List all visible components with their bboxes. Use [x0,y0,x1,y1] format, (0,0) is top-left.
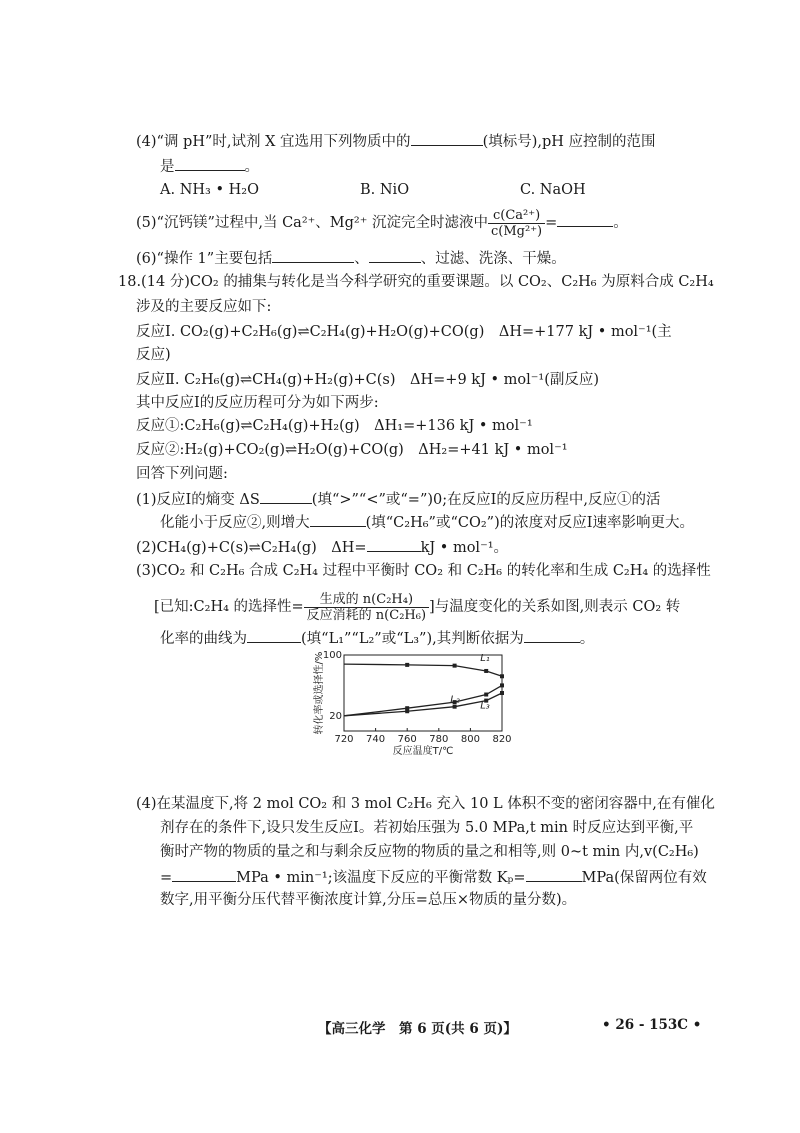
part-3-text: [已知:C₂H₄ 的选择性= [154,599,304,615]
series-label: L₃ [480,700,490,712]
answer-blank[interactable] [247,627,301,643]
q6-text: (6)“操作 1”主要包括 [136,251,273,267]
fraction-denominator: c(Mg²⁺) [491,223,543,239]
answer-blank[interactable] [524,627,580,643]
q4-text: 是 [160,159,175,175]
q18-intro-1: 18.(14 分)CO₂ 的捕集与转化是当今科学研究的重要课题。以 CO₂、C₂H₆ 为原料合成 C₂H₄ [118,274,714,290]
x-tick-label: 820 [492,734,512,745]
q4-line1 [136,130,656,152]
part-1-text: (1)反应Ⅰ的熵变 ΔS [136,492,260,508]
q4-line2 [160,155,259,177]
answer-prompt: 回答下列问题: [136,466,228,482]
option-b: B. NiO [360,182,410,198]
answer-blank[interactable] [175,155,245,171]
part-4-line5: 数字,用平衡分压代替平衡浓度计算,分压=总压×物质的量分数)。 [160,892,577,908]
part-4-text: MPa • min⁻¹;该温度下反应的平衡常数 Kₚ= [236,870,526,886]
q6-line [136,247,566,269]
part-1-text: 化能小于反应②,则增大 [160,515,310,531]
part-1-text: (填“C₂H₆”或“CO₂”)的浓度对反应Ⅰ速率影响更大。 [365,515,694,531]
x-tick-label: 760 [397,734,417,745]
answer-blank[interactable] [411,130,483,146]
answer-blank[interactable] [272,247,354,263]
series-label: L₂ [450,694,460,706]
fraction-numerator: c(Ca²⁺) [488,208,545,224]
part-3-text: 化率的曲线为 [160,631,247,647]
part-4-line4 [160,866,707,888]
x-axis-label: 反应温度T/℃ [392,746,454,755]
reaction-1-cont: 反应) [136,347,171,363]
q5-text: = [545,215,558,231]
x-tick-label: 780 [429,734,449,745]
answer-blank[interactable] [557,211,613,227]
part-4-text: = [160,870,173,886]
part-1-line1 [136,488,660,510]
y-axis-label: 转化率或选择性/% [314,651,325,735]
data-point [453,664,457,668]
answer-blank[interactable] [369,247,421,263]
q5-text: 。 [613,215,628,231]
answer-blank[interactable] [310,511,366,527]
reaction-2: 反应Ⅱ. C₂H₆(g)⇌CH₄(g)+H₂(g)+C(s) ΔH=+9 kJ • mol⁻¹(副反应) [136,372,600,388]
selectivity-fraction [304,592,429,623]
part-2-text: (2)CH₄(g)+C(s)⇌C₂H₄(g) ΔH= [136,540,367,556]
data-point [500,674,504,678]
part-3-text: 。 [579,631,595,647]
data-point [405,663,409,667]
q5-fraction [488,208,545,239]
data-point [405,709,409,713]
part-3-text: (填“L₁”“L₂”或“L₃”),其判断依据为 [301,631,524,647]
answer-blank[interactable] [526,866,582,882]
part-4-line3: 衡时产物的物质的量之和与剩余反应物的物质的量之和相等,则 0~t min 内,v(C₂H₆) [160,844,699,860]
q4-text: (填标号),pH 应控制的范围 [482,134,656,150]
q5-line [136,206,628,240]
series-line-1 [344,664,502,676]
answer-blank[interactable] [367,536,421,552]
answer-blank[interactable] [260,488,312,504]
data-point [500,683,504,687]
series-label: L₁ [480,652,490,664]
part-3-line2 [154,590,680,624]
page-footer: 【高三化学 第 6 页(共 6 页)】 [318,1021,517,1037]
data-point [484,693,488,697]
q4-text: (4)“调 pH”时,试剂 X 宜选用下列物质中的 [136,134,411,150]
plot-frame [344,652,502,731]
part-2-text: kJ • mol⁻¹。 [420,540,509,556]
x-tick-label: 740 [366,734,386,745]
reaction-1: 反应Ⅰ. CO₂(g)+C₂H₆(g)⇌C₂H₄(g)+H₂O(g)+CO(g) ΔH=+177 kJ • mol⁻¹(主 [136,324,672,340]
x-tick-label: 800 [460,734,480,745]
part-3-text: ]与温度变化的关系如图,则表示 CO₂ 转 [429,599,681,615]
q6-text: 、过滤、洗涤、干燥。 [420,251,566,267]
fraction-denominator: 反应消耗的 n(C₂H₆) [306,607,427,623]
page-code: • 26 - 153C • [602,1017,702,1033]
part-4-text: MPa(保留两位有效 [581,870,707,886]
step-1: 反应①:C₂H₆(g)⇌C₂H₄(g)+H₂(g) ΔH₁=+136 kJ • mol⁻¹ [136,418,533,434]
fraction-numerator: 生成的 n(C₂H₄) [304,592,429,608]
chart-labels [450,653,490,712]
y-tick-label: 100 [322,650,342,661]
part-2-line [136,536,508,558]
series-line-2 [344,685,502,715]
part-4-line1: (4)在某温度下,将 2 mol CO₂ 和 3 mol C₂H₆ 充入 10 L 体积不变的密闭容器中,在有催化 [136,796,715,812]
part-4-line2: 剂存在的条件下,设只发生反应Ⅰ。若初始压强为 5.0 MPa,t min 时反应达到平衡,平 [160,820,694,836]
option-c: C. NaOH [520,182,586,198]
q4-text: 。 [244,159,259,175]
q6-text: 、 [354,251,369,267]
y-tick-label: 20 [329,710,342,722]
part-3-line1: (3)CO₂ 和 C₂H₆ 合成 C₂H₄ 过程中平衡时 CO₂ 和 C₂H₆ 的转化率和生成 C₂H₄ 的选择性 [136,563,711,579]
conversion-chart [312,645,527,755]
option-a: A. NH₃ • H₂O [160,182,259,198]
step-2: 反应②:H₂(g)+CO₂(g)⇌H₂O(g)+CO(g) ΔH₂=+41 kJ • mol⁻¹ [136,442,568,458]
q18-intro-2: 涉及的主要反应如下: [136,299,272,315]
steps-intro: 其中反应Ⅰ的反应历程可分为如下两步: [136,395,379,411]
data-point [484,669,488,673]
data-point [500,691,504,695]
part-1-line2 [160,511,694,533]
x-tick-label: 720 [334,734,354,745]
part-1-text: (填“>”“<”或“=”)0;在反应Ⅰ的反应历程中,反应①的活 [311,492,661,508]
q5-text: (5)“沉钙镁”过程中,当 Ca²⁺、Mg²⁺ 沉淀完全时滤液中 [136,215,488,231]
answer-blank[interactable] [172,866,236,882]
